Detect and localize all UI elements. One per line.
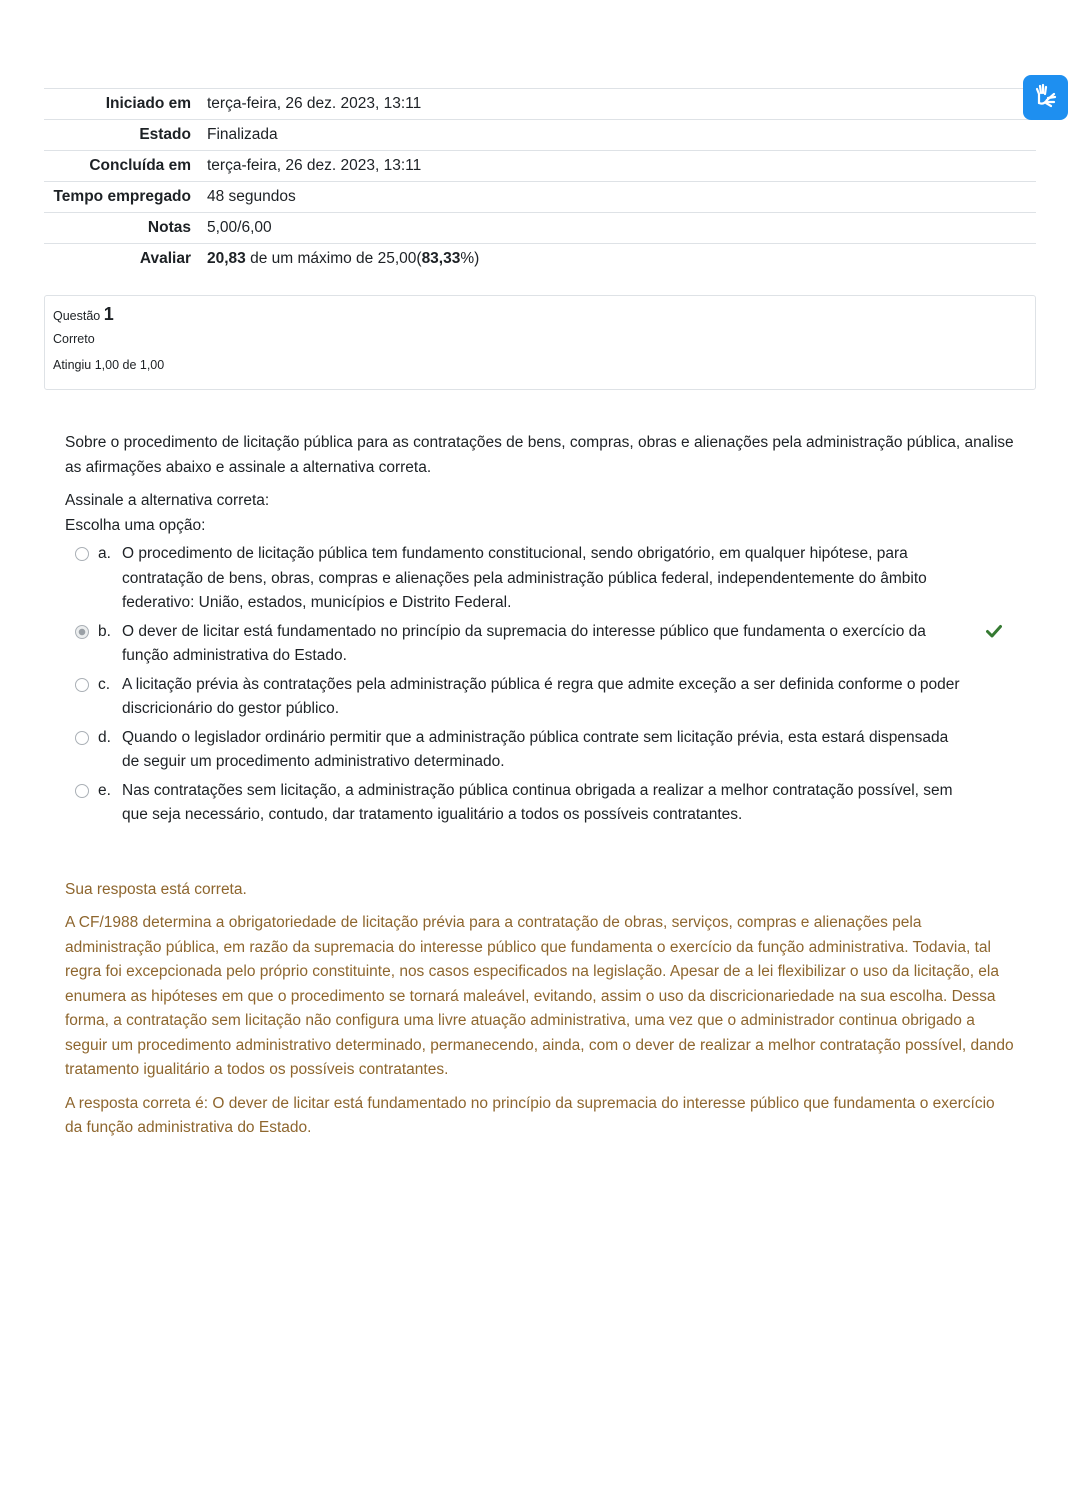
answer-option-e[interactable] — [65, 779, 1015, 828]
summary-value: terça-feira, 26 dez. 2023, 13:11 — [207, 151, 1036, 182]
answer-prompt: Escolha uma opção: — [65, 516, 206, 534]
radio-button[interactable] — [75, 547, 89, 561]
question-content — [65, 431, 1015, 1141]
option-letter: d. — [98, 728, 111, 746]
feedback-right-answer: A resposta correta é: O dever de licitar está fundamentado no princípio da supremacia do interesse público que fundamenta o exercício da função administrativa do Estado. — [65, 1094, 995, 1136]
question-number-value: 1 — [103, 304, 114, 324]
summary-row-marks — [44, 213, 1036, 244]
answer-option-a[interactable] — [65, 542, 1015, 616]
radio-button[interactable] — [75, 731, 89, 745]
feedback-explanation: A CF/1988 determina a obrigatoriedade de licitação prévia para a contratação de obras, serviços, compras e alienações pela administração pública, em razão da supremacia do interesse público que fundamenta o exercício da função administrativa. Todavia, tal regra foi excepcionada pelo próprio constituinte, nos casos especificados na legislação. Apesar de a lei flexibilizar o uso da licitação, ela enumera as hipóteses em que o procedimento se tornará maleável, evitando, assim o uso da discricionariedade na sua escolha. Dessa forma, a contratação sem licitação não configura uma livre atuação administrativa, uma vez que o administrador continua obrigado a seguir um procedimento administrativo determinado, permanecendo, ainda, com o dever de realizar a melhor contratação possível, dando tratamento igualitário a todos os possíveis contratantes. — [65, 914, 1014, 1078]
question-statement: Sobre o procedimento de licitação pública para as contratações de bens, compras, obras e alienações pela administração pública, analise as afirmações abaixo e assinale a alternativa correta. — [65, 434, 1014, 476]
accessibility-button[interactable] — [1023, 75, 1068, 120]
summary-label: Notas — [44, 213, 207, 244]
summary-value: Finalizada — [207, 120, 1036, 151]
summary-row-time — [44, 182, 1036, 213]
answer-option-b[interactable] — [65, 620, 1015, 669]
option-text: O procedimento de licitação pública tem fundamento constitucional, sendo obrigatório, em qualquer hipótese, para contratação de bens, obras, compras e alienações pela administração pública federal, independentemente do âmbito federativo: União, estados, municípios e Distrito Federal. — [122, 545, 927, 611]
feedback-status: Sua resposta está correta. — [65, 880, 247, 898]
grade-percent: 83,33 — [421, 250, 461, 267]
summary-label: Tempo empregado — [44, 182, 207, 213]
option-text: Nas contratações sem licitação, a administração pública continua obrigada a realizar a melhor contratação possível, sem que seja necessário, contudo, dar tratamento igualitário a todos os possíveis contratantes. — [122, 781, 953, 823]
question-grade: Atingiu 1,00 de 1,00 — [53, 358, 165, 372]
summary-row-started — [44, 89, 1036, 120]
summary-value: 48 segundos — [207, 182, 1036, 213]
option-letter: a. — [98, 545, 111, 562]
question-label: Questão — [53, 309, 101, 323]
radio-button[interactable] — [75, 784, 89, 798]
summary-grade-value — [207, 244, 1036, 275]
check-icon — [986, 622, 1002, 647]
option-letter: c. — [98, 675, 111, 693]
question-state: Correto — [53, 332, 95, 346]
grade-max-text: de um máximo de 25,00( — [245, 250, 422, 267]
summary-value: 5,00/6,00 — [207, 213, 1036, 244]
option-text: Quando o legislador ordinário permitir que a administração pública contrate sem licitação prévia, esta estará dispensada de seguir um procedimento administrativo determinado. — [122, 728, 949, 770]
sign-language-hands-icon — [1032, 81, 1060, 114]
radio-button[interactable] — [75, 678, 89, 692]
answer-option-c[interactable] — [65, 673, 1015, 722]
question-number — [53, 303, 1027, 327]
summary-row-state — [44, 120, 1036, 151]
summary-row-completed — [44, 151, 1036, 182]
summary-value: terça-feira, 26 dez. 2023, 13:11 — [207, 89, 1036, 120]
option-text: O dever de licitar está fundamentado no princípio da supremacia do interesse público que fundamenta o exercício da função administrativa do Estado. — [122, 622, 926, 664]
summary-row-grade — [44, 244, 1036, 275]
option-text: A licitação prévia às contratações pela administração pública é regra que admite exceção a ser definida conforme o poder discricionário do gestor público. — [122, 675, 960, 717]
question-instruction: Assinale a alternativa correta: — [65, 492, 270, 509]
grade-percent-suffix: %) — [460, 250, 480, 267]
summary-label: Concluída em — [44, 151, 207, 182]
answer-option-d[interactable] — [65, 726, 1015, 775]
feedback-block — [65, 878, 1015, 1141]
summary-label: Iniciado em — [44, 89, 207, 120]
option-letter: b. — [98, 622, 111, 640]
grade-score: 20,83 — [207, 250, 246, 267]
question-text — [65, 431, 1015, 514]
attempt-summary-table — [44, 88, 1036, 274]
question-info-box — [44, 295, 1036, 390]
summary-label: Avaliar — [44, 244, 207, 275]
summary-label: Estado — [44, 120, 207, 151]
option-letter: e. — [98, 781, 111, 799]
answer-options — [65, 542, 1015, 828]
radio-button-selected[interactable] — [75, 625, 89, 639]
